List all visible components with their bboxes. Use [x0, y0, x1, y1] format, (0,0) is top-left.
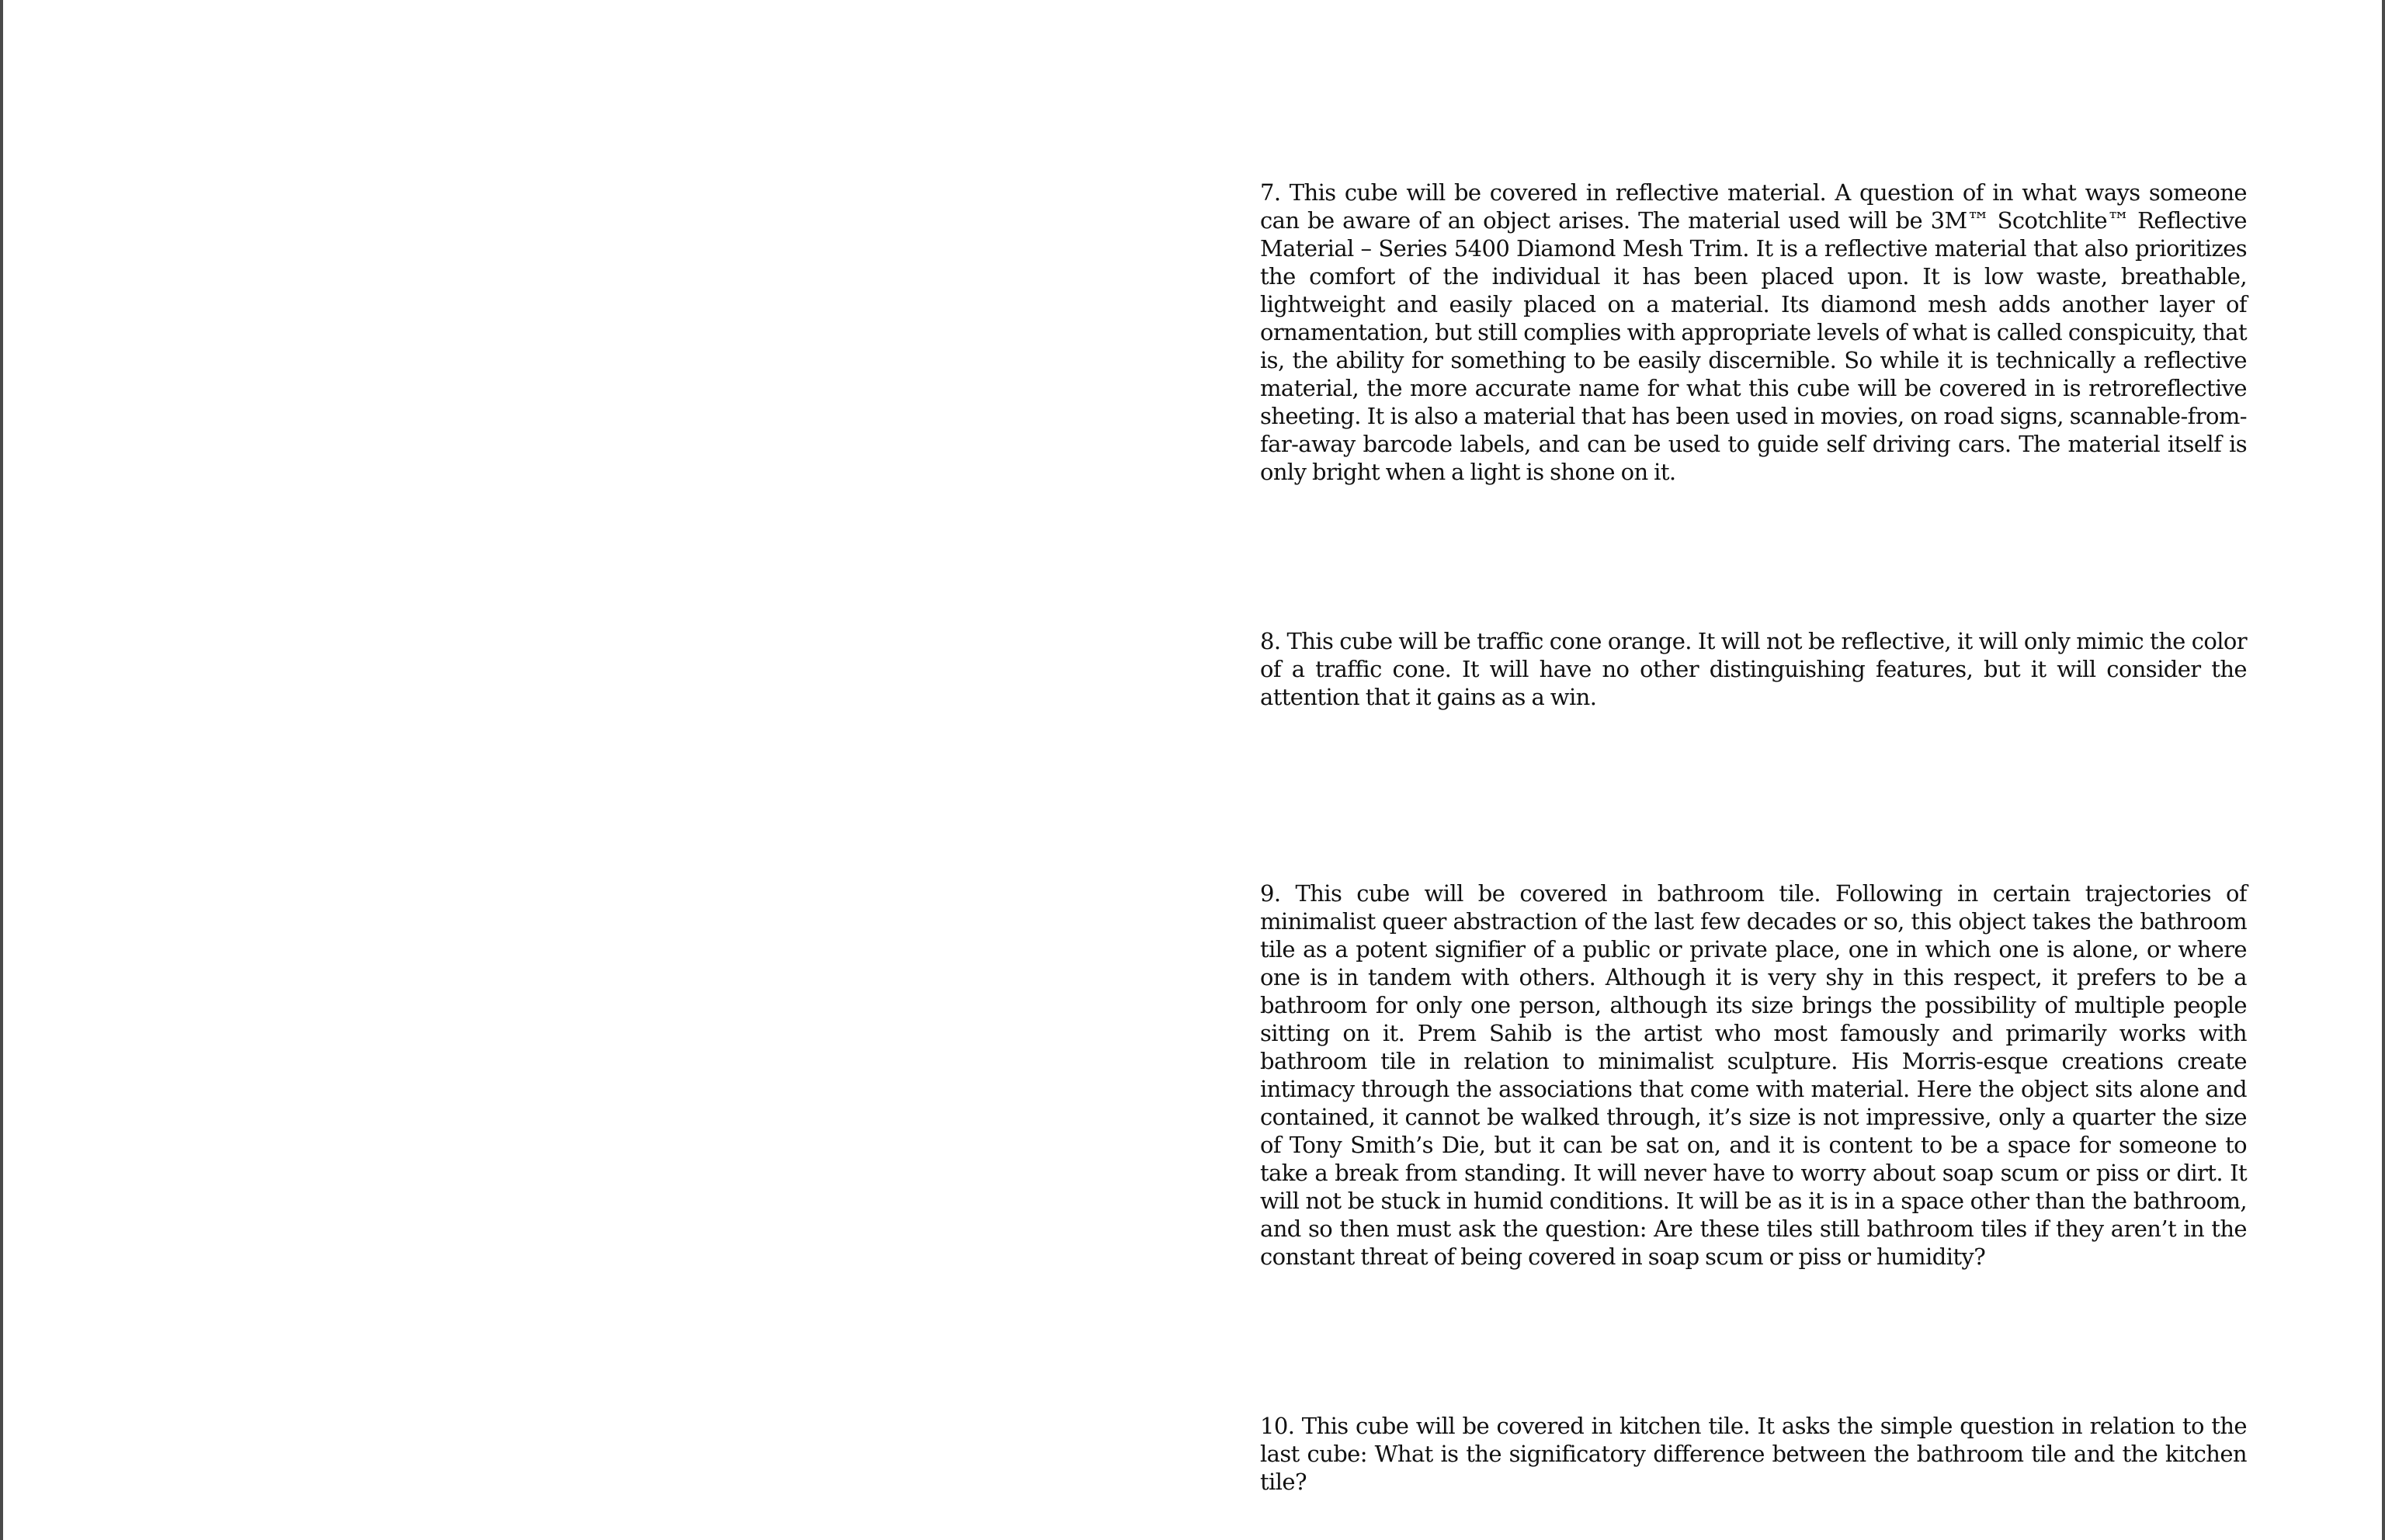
paragraph-8: 8. This cube will be traffic cone orange. It will not be reflective, it will only mimic the color of a traffic cone. It will have no other distinguishing features, but it will consider the attention that it gains as a win.: [1260, 628, 2247, 710]
paragraph-9: 9. This cube will be covered in bathroom tile. Following in certain trajectories of minimalist queer abstraction of the last few decades or so, this object takes the bathroom tile as a potent signifier of a public or private place, one in which one is alone, or where one is in tandem with others. Although it is very shy in this respect, it prefers to be a bathroom for only one person, although its size brings the possibility of multiple people sitting on it. Prem Sahib is the artist who most famously and primarily works with bathroom tile in relation to minimalist sculpture. His Morris-esque creations create intimacy through the associations that come with material. Here the object sits alone and contained, it cannot be walked through, it’s size is not impressive, only a quarter the size of Tony Smith’s Die, but it can be sat on, and it is content to be a space for someone to take a break from standing. It will never have to worry about soap scum or piss or dirt. It will not be stuck in humid conditions. It will be as it is in a space other than the bathroom, and so then must ask the question: Are these tiles still bathroom tiles if they aren’t in the constant threat of being covered in soap scum or piss or humidity?: [1260, 880, 2247, 1270]
paragraph-10: 10. This cube will be covered in kitchen tile. It asks the simple question in relation to the last cube: What is the significatory difference between the bathroom tile and the kitchen tile?: [1260, 1413, 2247, 1495]
left-page-blank: [3, 0, 1192, 1540]
right-page: [1192, 0, 2382, 1540]
right-page-edge: [2382, 0, 2385, 1540]
paragraph-7: 7. This cube will be covered in reflective material. A question of in what ways someone can be aware of an object arises. The material used will be 3M™ Scotchlite™ Reflective Material – Series 5400 Diamond Mesh Trim. It is a reflective material that also prioritizes the comfort of the individual it has been placed upon. It is low waste, breathable, lightweight and easily placed on a material. Its diamond mesh adds another layer of ornamentation, but still complies with appropriate levels of what is called conspicuity, that is, the ability for something to be easily discernible. So while it is technically a reflective material, the more accurate name for what this cube will be covered in is retroreflective sheeting. It is also a material that has been used in movies, on road signs, scannable-from-far-away barcode labels, and can be used to guide self driving cars. The material itself is only bright when a light is shone on it.: [1260, 179, 2247, 485]
